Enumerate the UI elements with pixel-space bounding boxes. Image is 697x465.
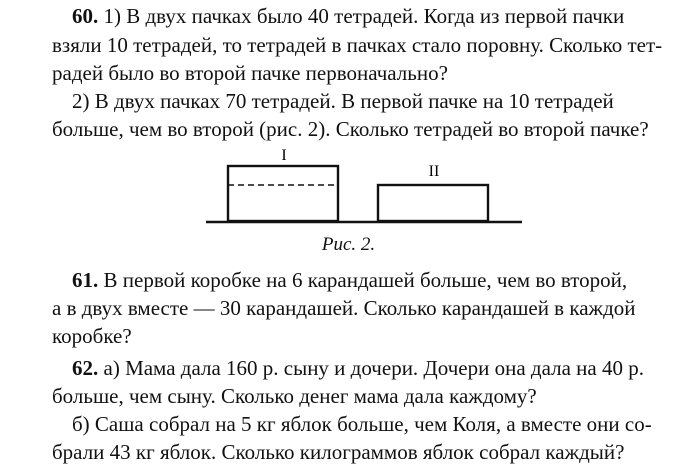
problem-62-part-b-line-2: брали 43 кг яблок. Сколько килограммов яблок собрал каждый?	[52, 440, 625, 464]
figure-caption: Рис. 2.	[321, 234, 376, 255]
figure-2-diagram	[200, 146, 530, 228]
problem-61-line-2: а в двух вместе — 30 карандашей. Сколько карандашей в каждой	[52, 296, 636, 320]
first-pack-rect	[228, 166, 338, 221]
problem-61-line-3: коробке?	[52, 324, 132, 348]
figure-label-second-pack: II	[428, 163, 440, 180]
problem-62-part-b-line-1: б) Саша собрал на 5 кг яблок больше, чем Коля, а вместе они со-	[72, 412, 652, 436]
figure-label-first-pack: I	[281, 147, 287, 164]
problem-62-number: 62.	[72, 356, 99, 380]
problem-60-part2-line-2: больше, чем во второй (рис. 2). Сколько тетрадей во второй пачке?	[52, 117, 649, 141]
problem-60-part2-line-1: 2) В двух пачках 70 тетрадей. В первой пачке на 10 тетрадей	[72, 89, 614, 113]
problem-60-line-1: 60. 1) В двух пачках было 40 тетрадей. Когда из первой пачки	[72, 4, 625, 28]
problem-60-line-2: взяли 10 тетрадей, то тетрадей в пачках стало поровну. Сколько тет-	[52, 33, 663, 57]
problem-62-line-1: 62. а) Мама дала 160 р. сыну и дочери. Дочери она дала на 40 р.	[72, 356, 644, 380]
second-pack-rect	[378, 185, 488, 221]
problem-60-number: 60.	[72, 4, 99, 28]
problem-61-number: 61.	[72, 268, 99, 292]
problem-60-line-3: радей было во второй пачке первоначально?	[52, 61, 448, 85]
problem-62-line-2: больше, чем сыну. Сколько денег мама дала каждому?	[52, 384, 537, 408]
problem-61-line-1: 61. В первой коробке на 6 карандашей больше, чем во второй,	[72, 268, 628, 292]
